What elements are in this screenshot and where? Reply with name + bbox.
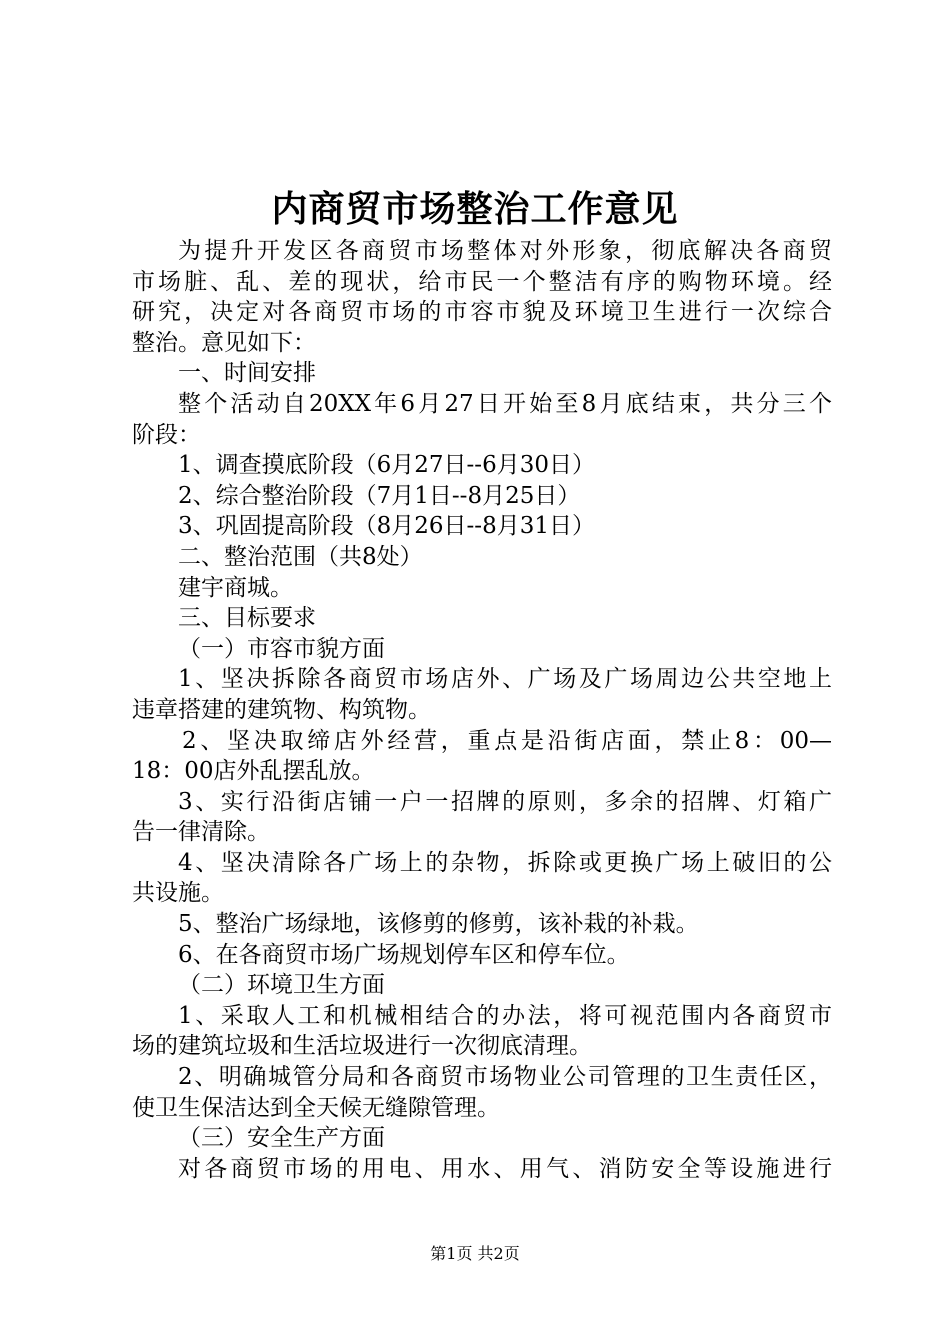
- paragraph-line: 对各商贸市场的用电、用水、用气、消防安全等设施进行: [178, 1155, 832, 1182]
- paragraph-line: 阶段：: [132, 421, 201, 448]
- paragraph-line: 建宇商城。: [178, 574, 293, 601]
- list-item: 4、坚决清除各广场上的杂物，拆除或更换广场上破旧的公: [178, 849, 832, 876]
- list-item: 2、明确城管分局和各商贸市场物业公司管理的卫生责任区，: [178, 1064, 832, 1091]
- section-heading: 二、整治范围（共8处）: [178, 543, 423, 570]
- paragraph-line: 场的建筑垃圾和生活垃圾进行一次彻底清理。: [132, 1033, 592, 1060]
- paragraph-line: 整治。意见如下：: [132, 329, 316, 356]
- paragraph-line: 违章搭建的建筑物、构筑物。: [132, 696, 431, 723]
- list-item: 2、综合整治阶段（7月1日--8月25日）: [178, 482, 581, 509]
- subsection-heading: （一）市容市貌方面: [178, 635, 385, 662]
- list-item: 6、在各商贸市场广场规划停车区和停车位。: [178, 941, 630, 968]
- paragraph-line: 整个活动自20XX年6月27日开始至8月底结束，共分三个: [178, 390, 832, 417]
- document-title: 内商贸市场整治工作意见: [271, 188, 679, 230]
- section-heading: 一、时间安排: [178, 360, 316, 387]
- subsection-heading: （二）环境卫生方面: [178, 972, 385, 999]
- paragraph-line: 使卫生保洁达到全天候无缝隙管理。: [132, 1094, 500, 1121]
- list-item: 2、坚决取缔店外经营，重点是沿街店面，禁止8：00—: [182, 727, 832, 754]
- list-item: 5、整治广场绿地，该修剪的修剪，该补栽的补栽。: [178, 911, 699, 938]
- page-footer: 第1页 共2页: [430, 1244, 520, 1263]
- paragraph-line: 研究，决定对各商贸市场的市容市貌及环境卫生进行一次综合: [132, 299, 832, 326]
- document-body: [132, 236, 832, 1184]
- paragraph-line: 为提升开发区各商贸市场整体对外形象，彻底解决各商贸: [178, 238, 832, 264]
- paragraph-line: 18：00店外乱摆乱放。: [132, 758, 375, 785]
- paragraph-line: 告一律清除。: [132, 819, 270, 846]
- list-item: 1、调查摸底阶段（6月27日--6月30日）: [178, 452, 595, 479]
- paragraph-line: 市场脏、乱、差的现状，给市民一个整洁有序的购物环境。经: [132, 268, 832, 295]
- list-item: 1、坚决拆除各商贸市场店外、广场及广场周边公共空地上: [178, 666, 832, 693]
- list-item: 3、实行沿街店铺一户一招牌的原则，多余的招牌、灯箱广: [178, 788, 832, 815]
- section-heading: 三、目标要求: [178, 605, 316, 632]
- list-item: 3、巩固提高阶段（8月26日--8月31日）: [178, 513, 595, 540]
- subsection-heading: （三）安全生产方面: [178, 1125, 385, 1152]
- paragraph-line: 共设施。: [132, 880, 224, 907]
- list-item: 1、采取人工和机械相结合的办法，将可视范围内各商贸市: [178, 1002, 832, 1029]
